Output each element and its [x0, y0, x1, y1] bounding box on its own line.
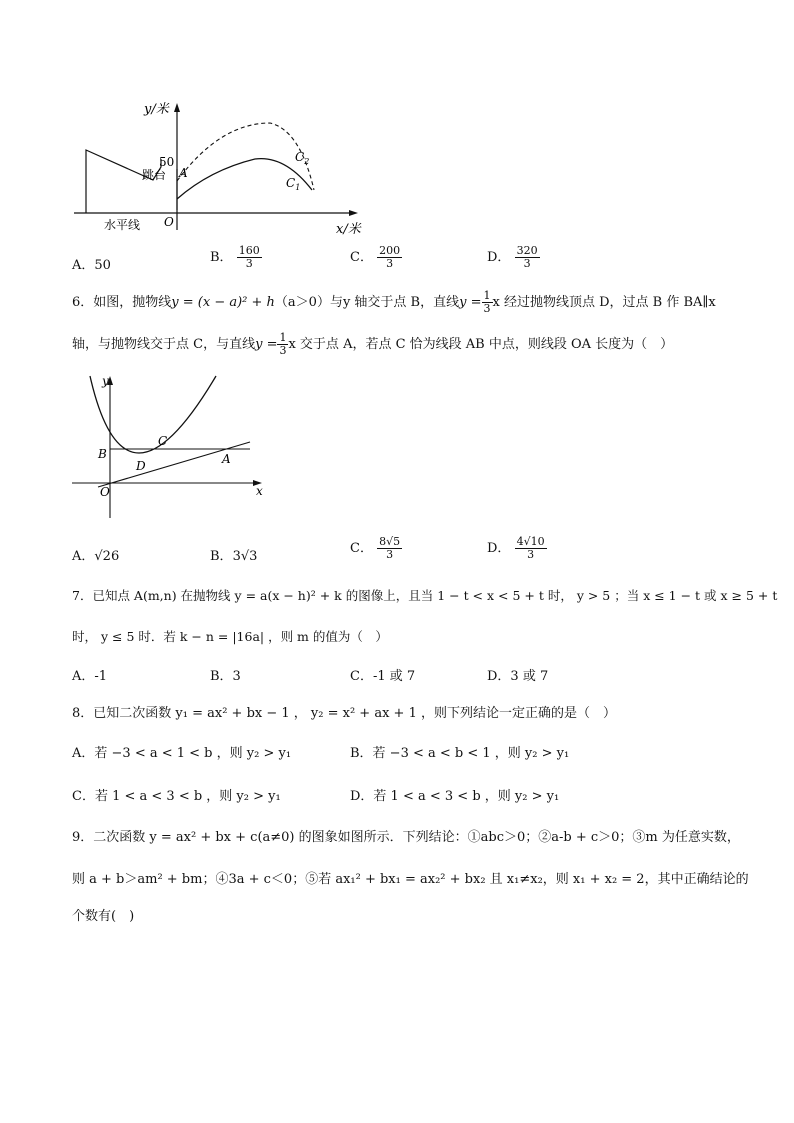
q5-option-b[interactable]: B． $\frac{160}{3}$: [210, 244, 260, 270]
q8-option-c[interactable]: C．若 1 < a < 3 < b ，则 y₂ > y₁: [72, 789, 281, 804]
parabola-figure: [70, 370, 270, 520]
fig-O: O: [100, 485, 110, 499]
label-A: A: [179, 166, 188, 180]
q6-option-c[interactable]: C． $\frac{8√5}{3}$: [350, 535, 401, 561]
label-50: 50: [159, 155, 175, 169]
q8-option-b[interactable]: B．若 −3 < a < b < 1 ，则 y₂ > y₁: [350, 746, 570, 761]
label-C1: $C_1$: [286, 176, 301, 192]
label-horizontal: 水平线: [104, 218, 141, 232]
fig-y: y: [102, 374, 109, 388]
q8-line1: 8．已知二次函数 y₁ = ax² + bx − 1 ， y₂ = x² + ax + 1 ，则下列结论一定正确的是（ ）: [72, 706, 616, 721]
fig-C: C: [158, 434, 168, 448]
x-axis-label: x/米: [336, 222, 361, 237]
q7-line2: 时， y ≤ 5 时．若 k − n = |16a| ，则 m 的值为（ ）: [72, 629, 388, 644]
label-O: O: [164, 215, 174, 229]
q7-option-d[interactable]: D．3 或 7: [487, 669, 549, 684]
label-C2: $C_2$: [295, 150, 310, 166]
fig-x: x: [256, 484, 263, 498]
y-axis-label: y/米: [144, 102, 169, 117]
q5-option-d[interactable]: D． $\frac{320}{3}$: [487, 244, 538, 270]
q6-option-a[interactable]: A．√26: [72, 549, 120, 564]
q7-line1: 7．已知点 A(m,n) 在抛物线 y = a(x − h)² + k 的图像上，且当 1 − t < x < 5 + t 时， y > 5 ；当 x ≤ 1 − t 或 x ≥ 5 + t: [72, 588, 778, 603]
q5-option-a[interactable]: A．50: [72, 258, 111, 273]
q9-line3: 个数有( ): [72, 909, 135, 924]
fig-B: B: [98, 447, 107, 461]
q9-line2: 则 a + b＞am² + bm；④3a + c＜0；⑤若 ax₁² + bx₁ = ax₂² + bx₂ 且 x₁≠x₂，则 x₁ + x₂ = 2，其中正确结论的: [72, 872, 749, 887]
q6-line1: 6．如图，抛物线y = (x − a)² + h（a＞0）与y 轴交于点 B，直线y = $\frac{1}{3}$ x 经过抛物线顶点 D，过点 B 作 BA∥x: [72, 289, 716, 315]
q8-option-a[interactable]: A．若 −3 < a < 1 < b ，则 y₂ > y₁: [72, 746, 292, 761]
q6-line2: 轴，与抛物线交于点 C，与直线y = $\frac{1}{3}$ x 交于点 A，若点 C 恰为线段 AB 中点，则线段 OA 长度为（ ）: [72, 331, 674, 357]
label-jumptai: 跳台: [142, 168, 167, 182]
q6-option-b[interactable]: B．3√3: [210, 549, 258, 564]
q7-option-a[interactable]: A．-1: [72, 669, 108, 684]
q6-option-d[interactable]: D． $\frac{4√10}{3}$: [487, 535, 545, 561]
q7-option-b[interactable]: B．3: [210, 669, 241, 684]
q5-option-c[interactable]: C． $\frac{200}{3}$: [350, 244, 401, 270]
fig-D: D: [136, 459, 146, 473]
q7-option-c[interactable]: C．-1 或 7: [350, 669, 416, 684]
fig-A: A: [222, 452, 231, 466]
ski-jump-figure: [60, 95, 380, 245]
q9-line1: 9．二次函数 y = ax² + bx + c(a≠0) 的图象如图所示．下列结论：①abc＞0；②a-b + c＞0；③m 为任意实数，: [72, 830, 740, 845]
q8-option-d[interactable]: D．若 1 < a < 3 < b ，则 y₂ > y₁: [350, 789, 560, 804]
